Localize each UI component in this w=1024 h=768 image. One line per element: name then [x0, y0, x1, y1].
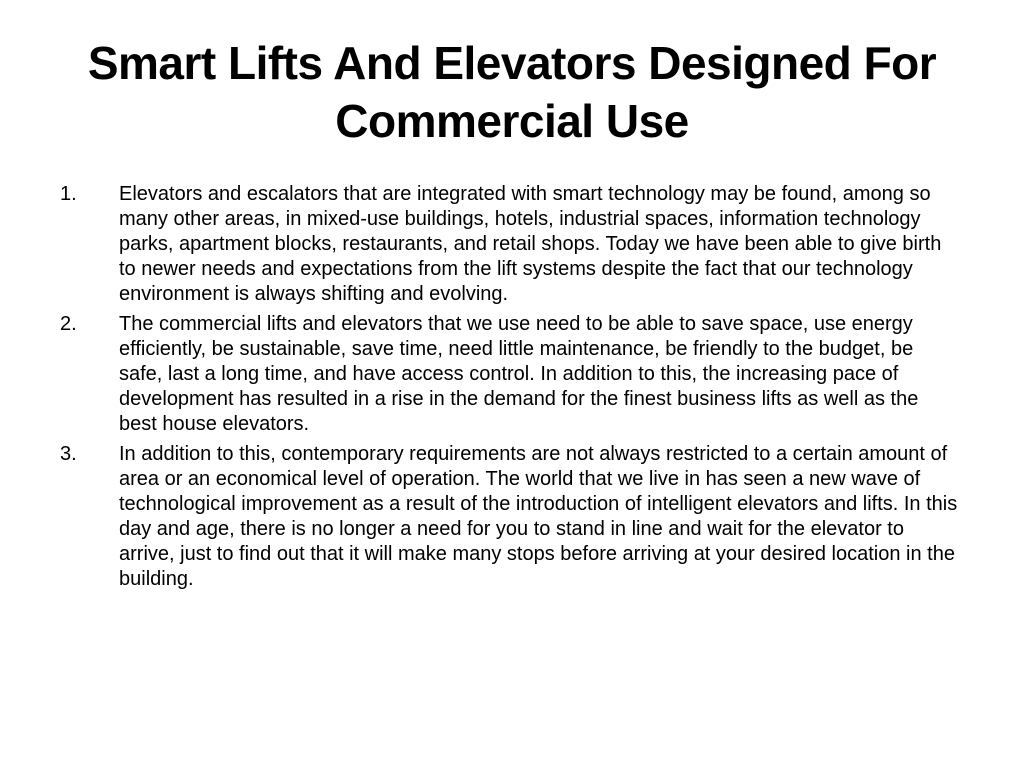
list-item-number: 2.: [60, 313, 77, 335]
list-item-text: The commercial lifts and elevators that we use need to be able to save space, use energy efficiently, be sustainable, save time, need little maintenance, be friendly to the budget, be safe, last a long time, and have access control. In addition to this, the increasing pace of development has resulted in a rise in the demand for the finest business lifts as well as the best house elevators.: [119, 313, 919, 435]
list-item-number: 1.: [60, 183, 77, 205]
list-item: [60, 312, 960, 437]
numbered-list: [60, 182, 960, 597]
list-item-text: In addition to this, contemporary requirements are not always restricted to a certain amount of area or an economical level of operation. The world that we live in has seen a new wave of technological improvement as a result of the introduction of intelligent elevators and lifts. In this day and age, there is no longer a need for you to stand in line and wait for the elevator to arrive, just to find out that it will make many stops before arriving at your desired location in the building.: [119, 443, 958, 590]
slide-title: Smart Lifts And Elevators Designed For Commercial Use: [87, 37, 937, 147]
list-item: [60, 182, 960, 307]
list-item-text: Elevators and escalators that are integrated with smart technology may be found, among so many other areas, in mixed-use buildings, hotels, industrial spaces, information technology parks, apartment blocks, restaurants, and retail shops. Today we have been able to give birth to newer needs and expectations from the lift systems despite the fact that our technology environment is always shifting and evolving.: [119, 183, 942, 305]
list-item: [60, 442, 960, 592]
list-item-number: 3.: [60, 443, 77, 465]
